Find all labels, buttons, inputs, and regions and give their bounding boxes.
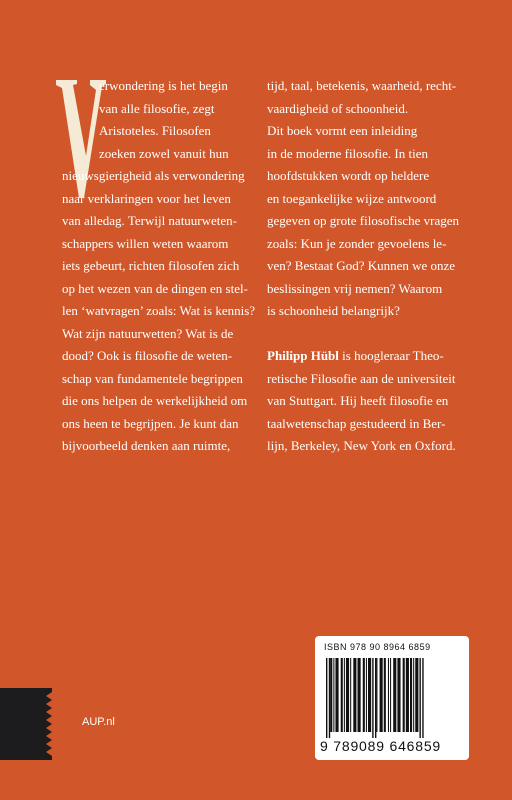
intro-line: naar verklaringen voor het leven <box>62 190 231 206</box>
barcode-guard-bar <box>419 658 420 738</box>
barcode-bar <box>410 658 412 732</box>
barcode-bar <box>353 658 356 732</box>
barcode-bar <box>390 658 391 732</box>
barcode-guard-bar <box>329 658 330 738</box>
barcode-bar <box>380 658 383 732</box>
author-bio-line: taalwetenschap gestudeerd in Ber- <box>267 415 446 431</box>
description-line: zoals: Kun je zonder gevoelens le- <box>267 235 447 251</box>
description-line: in de moderne filosofie. In tien <box>267 145 429 161</box>
description-line: Dit boek vormt een inleiding <box>267 123 418 138</box>
author-name: Philipp Hübl <box>267 348 339 363</box>
description-text-column <box>267 75 463 458</box>
intro-line: Aristoteles. Filosofen <box>99 123 211 138</box>
barcode-guard-bar <box>372 658 373 738</box>
description-line: beslissingen vrij nemen? Waarom <box>267 280 443 296</box>
barcode-bar <box>384 658 386 732</box>
description-line: hoofdstukken wordt op heldere <box>267 168 430 183</box>
barcode-bar <box>363 658 365 732</box>
intro-line: dood? Ook is filosofie de weten- <box>62 348 233 363</box>
intro-line: zoeken zowel vanuit hun <box>99 145 229 161</box>
description-line: tijd, taal, betekenis, waarheid, recht- <box>267 78 457 93</box>
barcode-guard-bar <box>422 658 423 738</box>
description-line: is schoonheid belangrijk? <box>267 303 400 318</box>
barcode-bar <box>350 658 351 732</box>
barcode-bars <box>324 658 460 738</box>
author-bio-line: lijn, Berkeley, New York en Oxford. <box>267 438 456 453</box>
barcode-bar <box>406 658 409 732</box>
intro-line: die ons helpen de werkelijkheid om <box>62 393 248 408</box>
author-bio-line: van Stuttgart. Hij heeft filosofie en <box>267 393 449 408</box>
barcode-bar <box>358 658 361 732</box>
intro-line: len ‘watvragen’ zoals: Wat is kennis? <box>62 303 256 318</box>
intro-line: bijvoorbeeld denken aan ruimte, <box>62 438 231 453</box>
barcode-bar <box>366 658 367 732</box>
description-line: en toegankelijke wijze antwoord <box>267 190 437 206</box>
intro-line: ons heen te begrijpen. Je kunt dan <box>62 415 239 431</box>
barcode-bar <box>368 658 371 732</box>
intro-line: op het wezen van de dingen en stel- <box>62 280 248 296</box>
barcode-bar <box>397 658 400 732</box>
barcode-bar <box>346 658 349 732</box>
paragraph-gap <box>267 323 463 346</box>
barcode-bar <box>415 658 418 732</box>
barcode-bar <box>335 658 338 732</box>
intro-line: schappers willen weten waarom <box>62 235 229 251</box>
intro-text-column <box>62 75 256 458</box>
barcode-bar <box>344 658 345 732</box>
barcode-bar <box>388 658 389 732</box>
barcode-bar <box>376 658 377 732</box>
intro-line: van alledag. Terwijl natuurweten- <box>62 213 238 228</box>
barcode-bar <box>413 658 414 732</box>
publisher-logo-mark <box>0 688 52 760</box>
description-line: ven? Bestaat God? Kunnen we onze <box>267 258 456 273</box>
isbn-barcode <box>315 636 469 760</box>
author-bio-text: is hoogleraar Theo- <box>338 348 444 363</box>
author-bio-line <box>267 345 463 368</box>
intro-line: van alle filosofie, zegt <box>99 100 215 116</box>
publisher-url: AUP.nl <box>82 716 115 728</box>
barcode-bar <box>403 658 405 732</box>
barcode-bar <box>341 658 343 732</box>
intro-line: erwondering is het begin <box>99 78 228 93</box>
intro-line: Wat zijn natuurwetten? Wat is de <box>62 325 234 341</box>
barcode-bar <box>330 658 332 732</box>
barcode-bar <box>393 658 396 732</box>
barcode-guard-bar <box>375 658 376 738</box>
isbn-digits: 9 789089 646859 <box>320 738 441 754</box>
intro-line: iets gebeurt, richten filosofen zich <box>62 258 240 273</box>
description-line: gegeven op grote filosofische vragen <box>267 213 460 228</box>
barcode-guard-bar <box>326 658 327 738</box>
intro-line: schap van fundamentele begrippen <box>62 370 243 386</box>
description-line: vaardigheid of schoonheid. <box>267 100 409 116</box>
barcode-bar <box>333 658 334 732</box>
isbn-label: ISBN 978 90 8964 6859 <box>324 642 431 652</box>
intro-line: nieuwsgierigheid als verwondering <box>62 168 245 183</box>
author-bio-line: retische Filosofie aan de universiteit <box>267 370 456 386</box>
